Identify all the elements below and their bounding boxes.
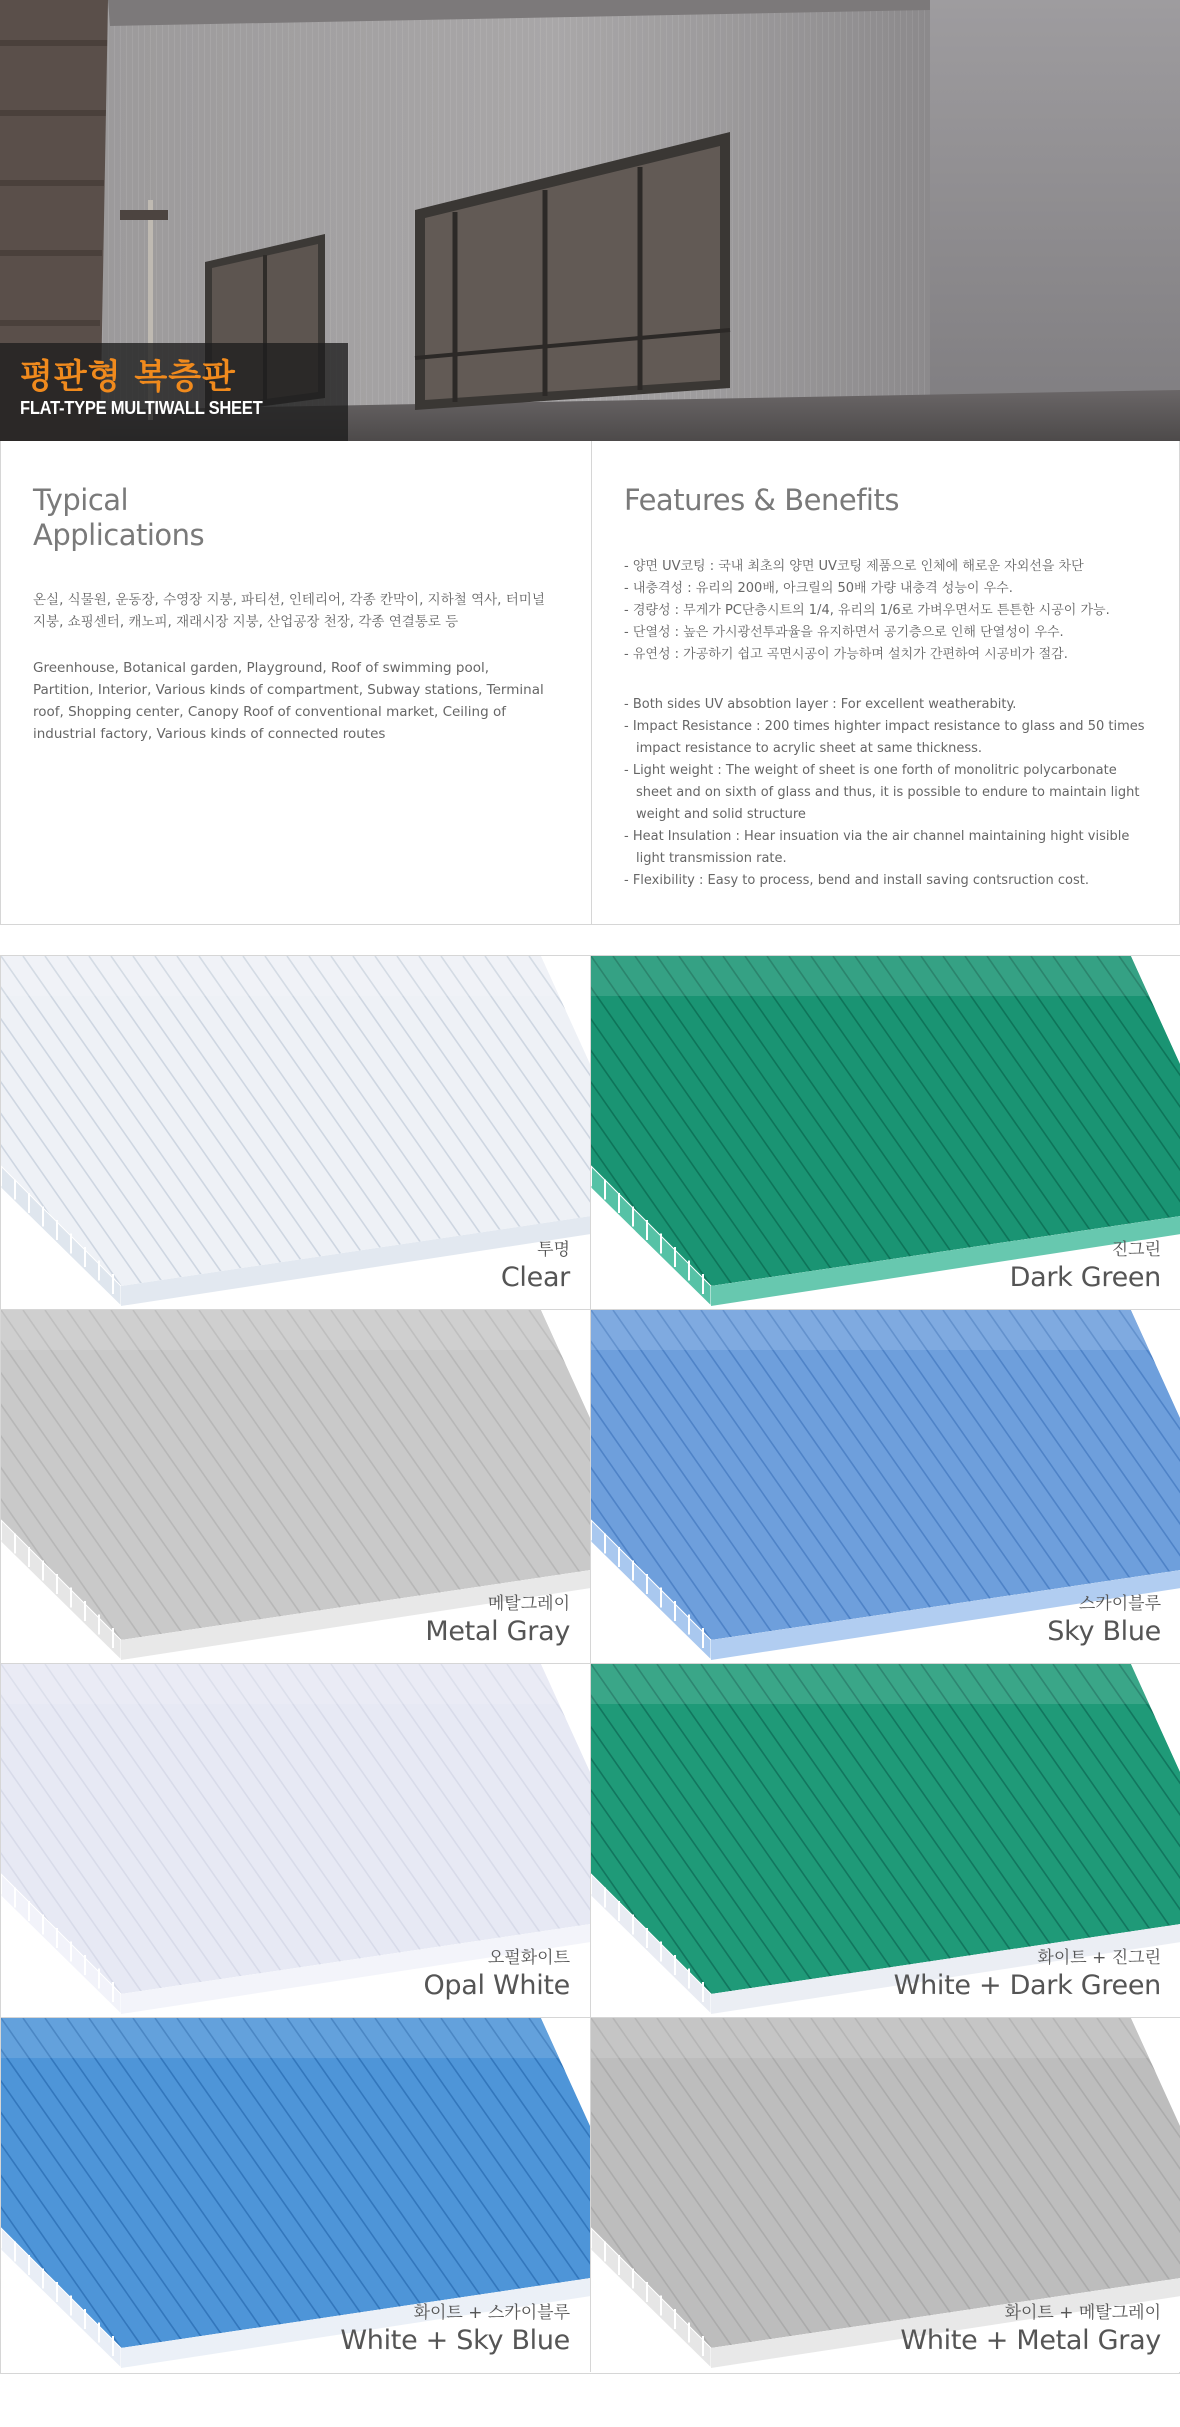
color-swatch-grid — [0, 955, 1180, 2374]
swatch-label — [425, 1593, 570, 1649]
feature-item: - Both sides UV absobtion layer : For excellent weatherabity. — [624, 697, 1017, 712]
applications-text-english: Greenhouse, Botanical garden, Playground, Roof of swimming pool, Partition, Interior, Various kinds of compartment, Subway stations, Terminal roof, Shopping center, Canopy Roof of conventional market, Ceiling of industrial factory, Various kinds of connected routes — [33, 660, 544, 742]
swatch-card-metal-gray — [1, 1310, 591, 1664]
feature-item: - 경량성 : 무게가 PC단층시트의 1/4, 유리의 1/6로 가벼우면서도 튼튼한 시공이 가능. — [624, 603, 1110, 618]
swatch-name-english: Sky Blue — [1047, 1616, 1161, 1647]
swatch-name-english: Clear — [500, 1262, 570, 1293]
swatch-name-english: Opal White — [423, 1970, 570, 2001]
swatch-name-korean: 오펄화이트 — [487, 1948, 570, 1968]
feature-item: - 양면 UV코팅 : 국내 최초의 양면 UV코팅 제품으로 인체에 해로운 자외선을 차단 — [624, 559, 1084, 574]
sheet-highlight — [1, 1310, 561, 1350]
swatch-card-white-dark-green — [591, 1664, 1180, 2018]
swatch-card-dark-green — [591, 956, 1180, 1310]
sheet-highlight — [1, 2018, 561, 2058]
feature-item: - Heat Insulation : Hear insuation via the air channel maintaining hight visible light transmission rate. — [624, 829, 1130, 866]
swatch-name-korean: 스카이블루 — [1078, 1594, 1161, 1614]
info-section — [0, 441, 1180, 925]
hero-title-korean: 평판형 복층판 — [20, 357, 236, 397]
swatch-card-clear — [1, 956, 591, 1310]
swatch-label — [501, 1239, 570, 1295]
hero-caption — [0, 343, 348, 441]
features-benefits-panel — [592, 441, 1180, 924]
swatch-label — [900, 2302, 1161, 2358]
swatch-name-english: Dark Green — [1009, 1262, 1161, 1293]
feature-item: - 단열성 : 높은 가시광선투과율을 유지하면서 공기층으로 인해 단열성이 우수. — [624, 625, 1064, 640]
sheet-highlight — [591, 956, 1151, 996]
applications-heading-line1: Typical — [33, 483, 129, 517]
applications-text-korean: 온실, 식물원, 운동장, 수영장 지붕, 파티션, 인테리어, 각종 칸막이, 지하철 역사, 터미널 지붕, 쇼핑센터, 캐노피, 재래시장 지붕, 산업공장 천장, 각종 연결통로 등 — [33, 592, 545, 630]
typical-applications-panel — [1, 441, 591, 924]
swatch-label — [894, 1947, 1161, 2003]
swatch-name-korean: 화이트 + 스카이블루 — [413, 2303, 570, 2323]
swatch-name-korean: 화이트 + 메탈그레이 — [1004, 2303, 1161, 2323]
features-list-korean — [624, 556, 1151, 666]
feature-item: - Flexibility : Easy to process, bend and install saving contsruction cost. — [624, 873, 1089, 888]
swatch-card-sky-blue — [591, 1310, 1180, 1664]
hero-banner — [0, 0, 1180, 441]
swatch-label — [1010, 1239, 1161, 1295]
swatch-card-white-sky-blue — [1, 2018, 591, 2372]
features-list-english — [624, 694, 1151, 892]
swatch-name-korean: 메탈그레이 — [487, 1594, 570, 1614]
swatch-name-english: White + Dark Green — [893, 1970, 1161, 2001]
sheet-highlight — [591, 2018, 1151, 2058]
swatch-name-english: Metal Gray — [425, 1616, 570, 1647]
hero-title-english: FLAT-TYPE MULTIWALL SHEET — [20, 398, 263, 418]
sheet-highlight — [591, 1664, 1151, 1704]
swatch-label — [1047, 1593, 1161, 1649]
swatch-name-korean: 진그린 — [1111, 1240, 1161, 1260]
sheet-highlight — [591, 1310, 1151, 1350]
swatch-name-korean: 투명 — [537, 1240, 570, 1260]
swatch-name-english: White + Metal Gray — [900, 2325, 1161, 2356]
feature-item: - Light weight : The weight of sheet is one forth of monolitric polycarbonate sheet and on sixth of glass and thus, it is possible to endure to maintain light weight and solid structure — [624, 763, 1140, 822]
feature-item: - 유연성 : 가공하기 쉽고 곡면시공이 가능하며 설치가 간편하여 시공비가 절감. — [624, 647, 1068, 662]
feature-item: - Impact Resistance : 200 times highter impact resistance to glass and 50 times impact resistance to acrylic sheet at same thickness. — [624, 719, 1145, 756]
sheet-highlight — [1, 1664, 561, 1704]
swatch-label — [340, 2302, 570, 2358]
features-heading: Features & Benefits — [624, 483, 899, 517]
swatch-label — [423, 1947, 570, 2003]
swatch-card-opal-white — [1, 1664, 591, 2018]
sheet-highlight — [1, 956, 561, 996]
feature-item: - 내충격성 : 유리의 200배, 아크릴의 50배 가량 내충격 성능이 우수. — [624, 581, 1013, 596]
swatch-name-english: White + Sky Blue — [340, 2325, 570, 2356]
applications-heading — [33, 483, 559, 553]
applications-heading-line2: Applications — [33, 518, 205, 552]
swatch-card-white-metal-gray — [591, 2018, 1180, 2372]
swatch-name-korean: 화이트 + 진그린 — [1037, 1948, 1161, 1968]
